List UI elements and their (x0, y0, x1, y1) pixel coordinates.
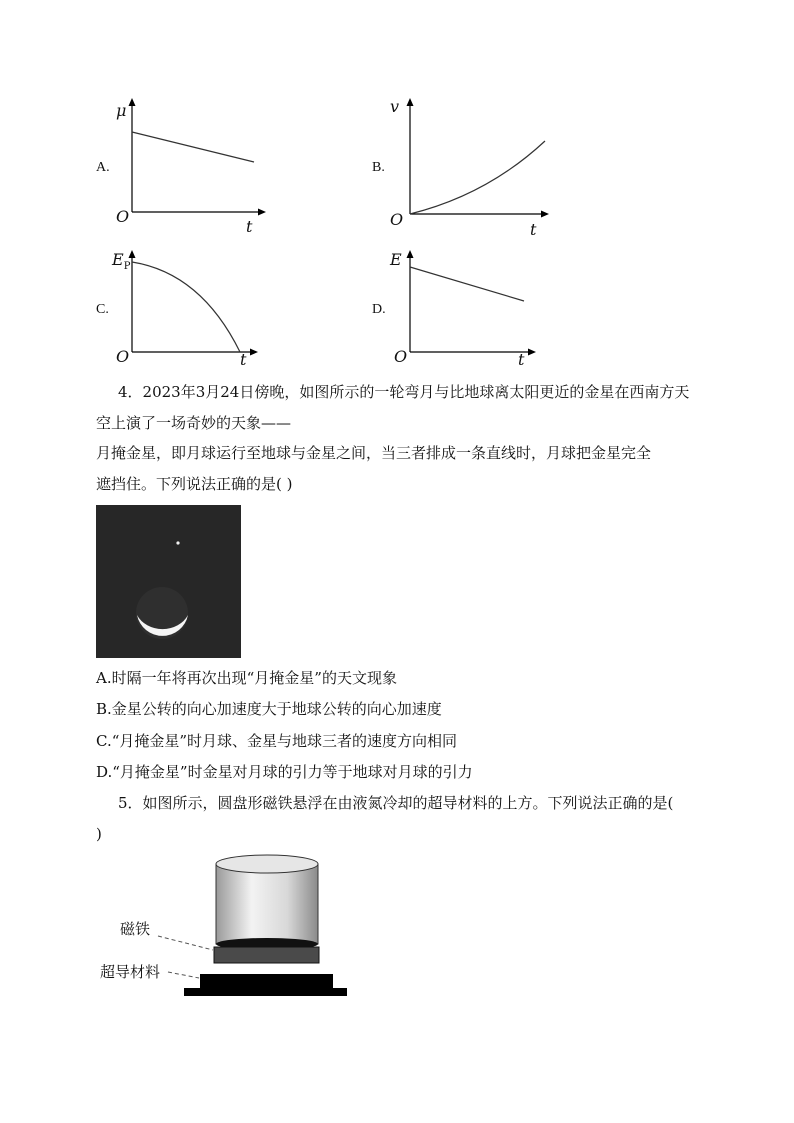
q5-stem-line-1: 5．如图所示，圆盘形磁铁悬浮在由液氮冷却的超导材料的上方。下列说法正确的是( (118, 794, 674, 812)
graph-d-ylabel: E (390, 250, 402, 269)
graph-b-curve (410, 141, 545, 214)
graph-a-origin: O (116, 207, 130, 226)
graph-d (372, 245, 547, 370)
option-d-label: D. (372, 302, 386, 317)
q4-option-d: D.“月掩金星”时金星对月球的引力等于地球对月球的引力 (96, 763, 473, 781)
q4-stem-line-1: 4．2023年3月24日傍晚，如图所示的一轮弯月与比地球离太阳更近的金星在西南方天 (118, 383, 690, 401)
option-c-label: C. (96, 302, 109, 317)
graph-d-curve (410, 267, 524, 301)
q4-stem-line-2: 空上演了一场奇妙的天象—— (96, 414, 292, 432)
option-a-label: A. (96, 160, 110, 175)
q4-option-b: B.金星公转的向心加速度大于地球公转的向心加速度 (96, 700, 442, 718)
graph-c-plot (96, 245, 271, 370)
levitation-diagram (96, 850, 356, 1000)
graph-c (96, 245, 271, 370)
graph-a-plot (96, 95, 276, 235)
q4-option-c: C.“月掩金星”时月球、金星与地球三者的速度方向相同 (96, 732, 458, 750)
magnet-disc (214, 947, 319, 963)
superconductor-top (200, 974, 333, 988)
graph-d-plot (372, 245, 547, 370)
graph-c-xlabel: t (240, 350, 247, 369)
graph-d-origin: O (394, 347, 408, 366)
graph-a-curve (132, 132, 254, 162)
graph-d-xlabel: t (518, 350, 525, 369)
crescent-moon-venus-photo (96, 505, 241, 658)
graph-b-origin: O (390, 210, 404, 229)
q4-stem-line-4: 遮挡住。下列说法正确的是( ) (96, 475, 293, 493)
graph-b-xlabel: t (530, 220, 537, 239)
graph-a-xlabel: t (246, 217, 253, 236)
q4-stem-line-3: 月掩金星，即月球运行至地球与金星之间，当三者排成一条直线时，月球把金星完全 (96, 444, 652, 462)
graph-a-ylabel: μ (116, 101, 127, 120)
graph-c-ylabel: $E_P$ (112, 250, 131, 273)
graph-c-origin: O (116, 347, 130, 366)
moon-venus-image (96, 505, 241, 658)
graph-b-plot (372, 95, 557, 240)
graph-c-curve (132, 262, 240, 352)
venus-dot (176, 541, 179, 544)
graph-b (372, 95, 557, 240)
option-b-label: B. (372, 160, 385, 175)
graph-a (96, 95, 276, 235)
graph-b-ylabel: v (390, 97, 400, 116)
q5-stem-line-2: ) (96, 825, 102, 843)
q4-option-a: A.时隔一年将再次出现“月掩金星”的天文现象 (96, 669, 397, 687)
superconductor-base (184, 988, 347, 996)
magnet-label: 磁铁 (120, 920, 151, 938)
superconductor-label: 超导材料 (100, 963, 161, 981)
